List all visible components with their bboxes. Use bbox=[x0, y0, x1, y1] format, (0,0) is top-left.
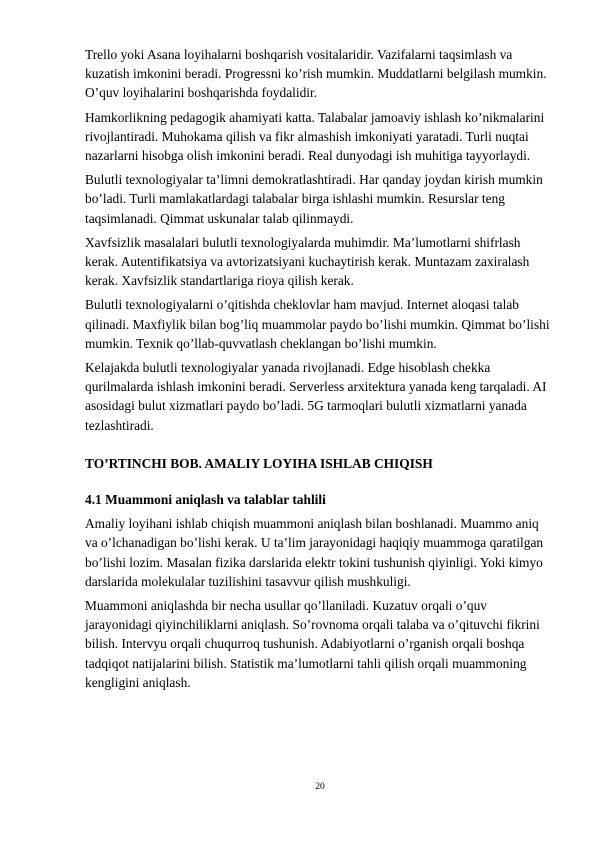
paragraph: Hamkorlikning pedagogik ahamiyati katta. Talabalar jamoaviy ishlash ko’nikmalarini rivojlantiradi. Muhokama qilish va fikr almashish imkoniyati yaratadi. Turli nuqtai nazarlarni hisobga olish imkonini beradi. Real dunyodagi ish muhitiga tayyorlaydi. bbox=[85, 109, 545, 164]
paragraph: Amaliy loyihani ishlab chiqish muammoni aniqlash bilan boshlanadi. Muammo aniq va o’lchanadigan bo’lishi kerak. U ta’lim jarayonidagi haqiqiy muammoga qaratilgan bo’lishi lozim. Masalan fizika darslarida elektr tokini tushunish qiyinligi. Yoki kimyo darslarida molekulalar tuzilishini tasavvur qilish mushkuligi. bbox=[85, 516, 544, 589]
section-heading: 4.1 Muammoni aniqlash va talablar tahlili bbox=[85, 492, 326, 508]
page-content bbox=[85, 45, 551, 697]
paragraph: Trello yoki Asana loyihalarni boshqarish vositalaridir. Vazifalarni taqsimlash va kuzatish imkonini beradi. Progressni ko’rish mumkin. Muddatlarni belgilash mumkin. O’quv loyihalarini boshqarishda foydalidir. bbox=[85, 47, 547, 101]
paragraph: Xavfsizlik masalalari bulutli texnologiyalarda muhimdir. Ma’lumotlarni shifrlash kerak. Autentifikatsiya va avtorizatsiyani kuchaytirish kerak. Muntazam zaxiralash kerak. Xavfsizlik standartlariga rioya qilish kerak. bbox=[85, 234, 530, 289]
paragraph: Kelajakda bulutli texnologiyalar yanada rivojlanadi. Edge hisoblash chekka qurilmalarda ishlash imkonini beradi. Serverless arxitektura yanada keng tarqaladi. AI asosidagi bulut xizmatlari paydo bo’ladi. 5G tarmoqlari bulutli xizmatlarni yanada tezlashtiradi. bbox=[85, 360, 547, 433]
page-number: 20 bbox=[315, 782, 325, 792]
paragraph: Muammoni aniqlashda bir necha usullar qo’llaniladi. Kuzatuv orqali o’quv jarayonidagi qiyinchiliklarni aniqlash. So’rovnoma orqali talaba va o’qituvchi fikrini bilish. Intervyu orqali chuqurroq tushunish. Adabiyotlarni o’rganish orqali boshqa tadqiqot natijalarini bilish. Statistik ma’lumotlarni tahli qilish orqali muammoning kengligini aniqlash. bbox=[85, 598, 540, 690]
paragraph: Bulutli texnologiyalar ta’limni demokratlashtiradi. Har qanday joydan kirish mumkin bo’ladi. Turli mamlakatlardagi talabalar birga ishlashi mumkin. Resurslar teng taqsimlanadi. Qimmat uskunalar talab qilinmaydi. bbox=[85, 172, 543, 226]
paragraph: Bulutli texnologiyalarni o’qitishda cheklovlar ham mavjud. Internet aloqasi talab qilinadi. Maxfiylik bilan bog’liq muammolar paydo bo’lishi mumkin. Qimmat bo’lishi mumkin. Texnik qo’llab-quvvatlash cheklangan bo’lishi mumkin. bbox=[85, 297, 550, 351]
chapter-heading: TO’RTINCHI BOB. AMALIY LOYIHA ISHLAB CHIQISH bbox=[85, 455, 433, 471]
